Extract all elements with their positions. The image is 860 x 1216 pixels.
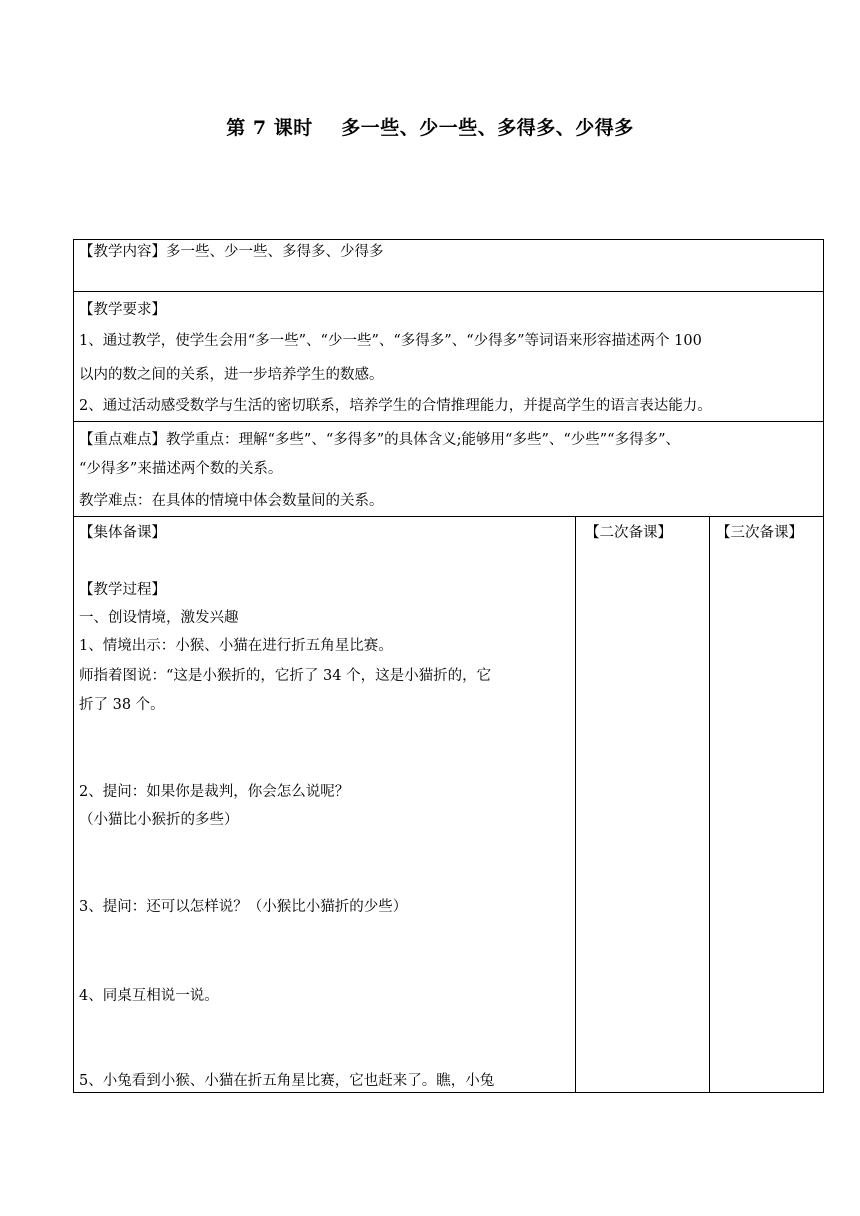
process-step-1-teacher-line-2: 折了 38 个。 (79, 697, 165, 713)
column-divider (709, 516, 710, 1093)
content-label: 【教学内容】 (79, 244, 166, 260)
group-prep-header: 【集体备课】 (79, 525, 166, 541)
content-text: 多一些、少一些、多得多、少得多 (166, 244, 384, 260)
table-border-right (823, 239, 824, 1093)
content-row (79, 242, 384, 262)
requirements-label: 【教学要求】 (79, 302, 166, 318)
process-step-1-teacher-line-1: 师指着图说：“这是小猴折的，它折了 34 个，这是小猫折的，它 (79, 668, 492, 684)
second-prep-header: 【二次备课】 (585, 525, 672, 541)
process-step-4: 4、同桌互相说一说。 (79, 988, 219, 1004)
key-row (79, 430, 680, 450)
third-prep-header: 【三次备课】 (716, 525, 803, 541)
column-divider (575, 516, 576, 1093)
process-step-1: 1、情境出示：小猴、小猫在进行折五角星比赛。 (79, 638, 393, 654)
process-heading: 【教学过程】 (79, 582, 166, 598)
requirement-item-2: 2、通过活动感受数学与生活的密切联系，培养学生的合情推理能力，并提高学生的语言表达能力。 (79, 398, 712, 414)
key-point-line-2: “少得多”来描述两个数的关系。 (79, 461, 283, 477)
process-step-3: 3、提问：还可以怎样说？（小猴比小猫折的少些） (79, 899, 408, 915)
process-step-2-answer: （小猫比小猴折的多些） (79, 812, 239, 828)
process-step-2: 2、提问：如果你是裁判，你会怎么说呢？ (79, 784, 350, 800)
lesson-plan-table (73, 239, 824, 1093)
difficulty-text: 教学难点：在具体的情境中体会数量间的关系。 (79, 493, 384, 509)
row-divider (73, 421, 824, 422)
table-border-top (73, 239, 824, 240)
process-step-5: 5、小兔看到小猴、小猫在折五角星比赛，它也赶来了。瞧，小兔 (79, 1073, 495, 1089)
process-section-1: 一、创设情境，激发兴趣 (79, 610, 239, 626)
key-point-line-1: 教学重点：理解“多些”、“多得多”的具体含义;能够用“多些”、“少些”“多得多”、 (166, 432, 681, 448)
page-title: 第 7 课时 多一些、少一些、多得多、少得多 (226, 117, 634, 139)
row-divider (73, 291, 824, 292)
table-border-left (73, 239, 74, 1093)
requirement-item-1-line-1: 1、通过教学，使学生会用“多一些”、“少一些”、“多得多”、“少得多”等词语来形容描述两个 100 (79, 333, 702, 349)
table-border-bottom (73, 1092, 824, 1093)
row-divider (73, 516, 824, 517)
requirement-item-1-line-2: 以内的数之间的关系，进一步培养学生的数感。 (79, 367, 384, 383)
key-label: 【重点难点】 (79, 432, 166, 448)
